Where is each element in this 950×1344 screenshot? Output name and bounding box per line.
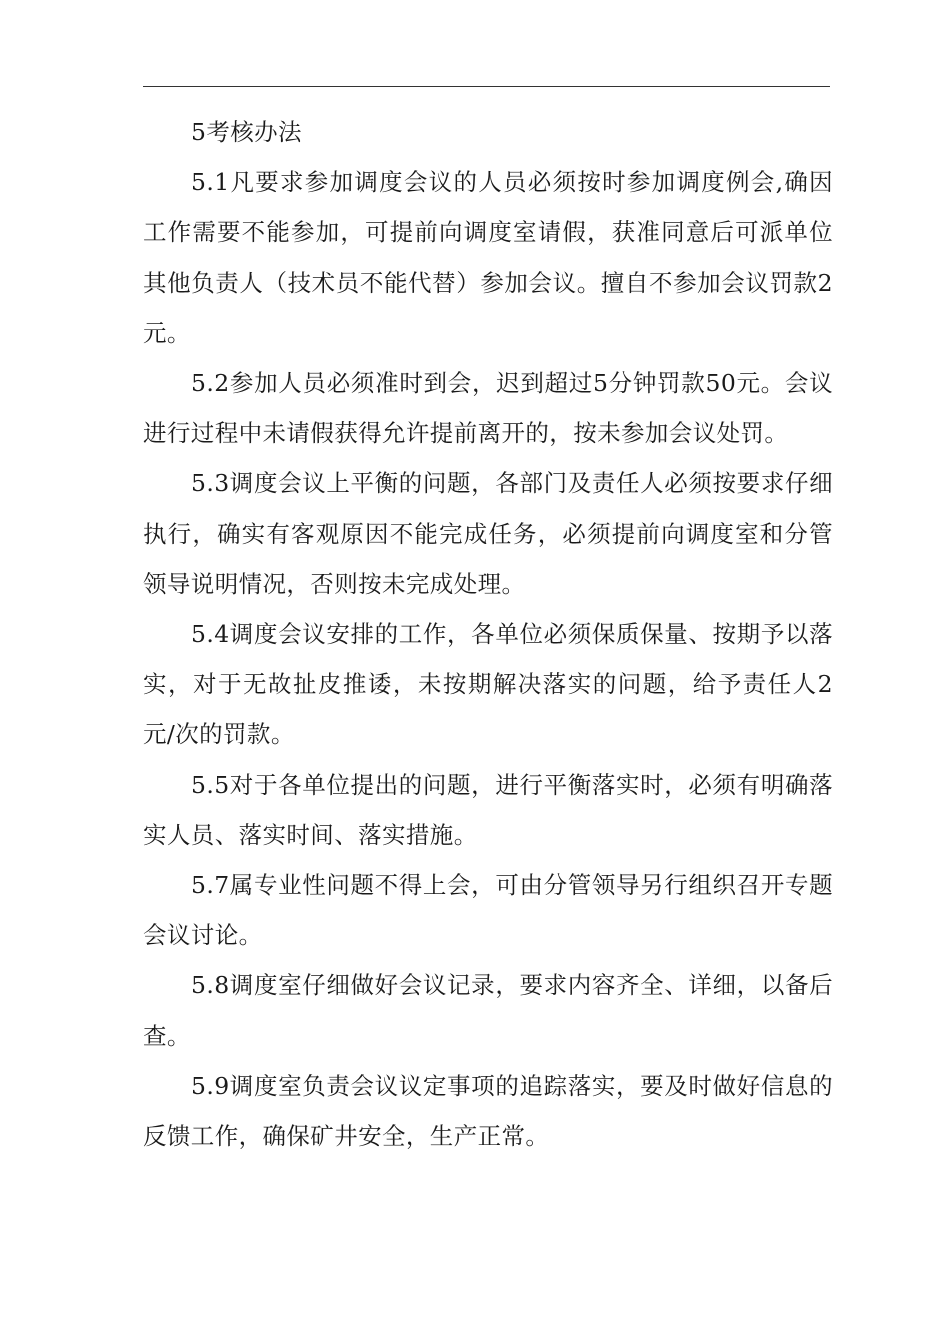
paragraph-5-4: 5.4调度会议安排的工作，各单位必须保质保量、按期予以落实，对于无故扯皮推诿，未按期解决落实的问题，给予责任人2元/次的罚款。: [143, 620, 833, 749]
paragraph-5-2: 5.2参加人员必须准时到会，迟到超过5分钟罚款50元。会议进行过程中未请假获得允许提前离开的，按未参加会议处罚。: [143, 369, 833, 448]
document-body: [143, 107, 833, 1161]
paragraph-5-3: 5.3调度会议上平衡的问题，各部门及责任人必须按要求仔细执行，确实有客观原因不能完成任务，必须提前向调度室和分管领导说明情况，否则按未完成处理。: [143, 469, 833, 598]
header-rule: [143, 86, 830, 87]
paragraph-5-1: 5.1凡要求参加调度会议的人员必须按时参加调度例会,确因工作需要不能参加，可提前向调度室请假，获准同意后可派单位其他负责人（技术员不能代替）参加会议。擅自不参加会议罚款2元。: [143, 168, 833, 347]
paragraph-5-7: 5.7属专业性问题不得上会，可由分管领导另行组织召开专题会议讨论。: [143, 871, 833, 950]
paragraph-5-9: 5.9调度室负责会议议定事项的追踪落实，要及时做好信息的反馈工作，确保矿井安全，生产正常。: [143, 1071, 833, 1151]
paragraph-5-5: 5.5对于各单位提出的问题，进行平衡落实时，必须有明确落实人员、落实时间、落实措施。: [143, 770, 833, 849]
paragraph-5-8: 5.8调度室仔细做好会议记录，要求内容齐全、详细，以备后查。: [143, 971, 833, 1050]
section-heading: 5考核办法: [191, 118, 302, 146]
